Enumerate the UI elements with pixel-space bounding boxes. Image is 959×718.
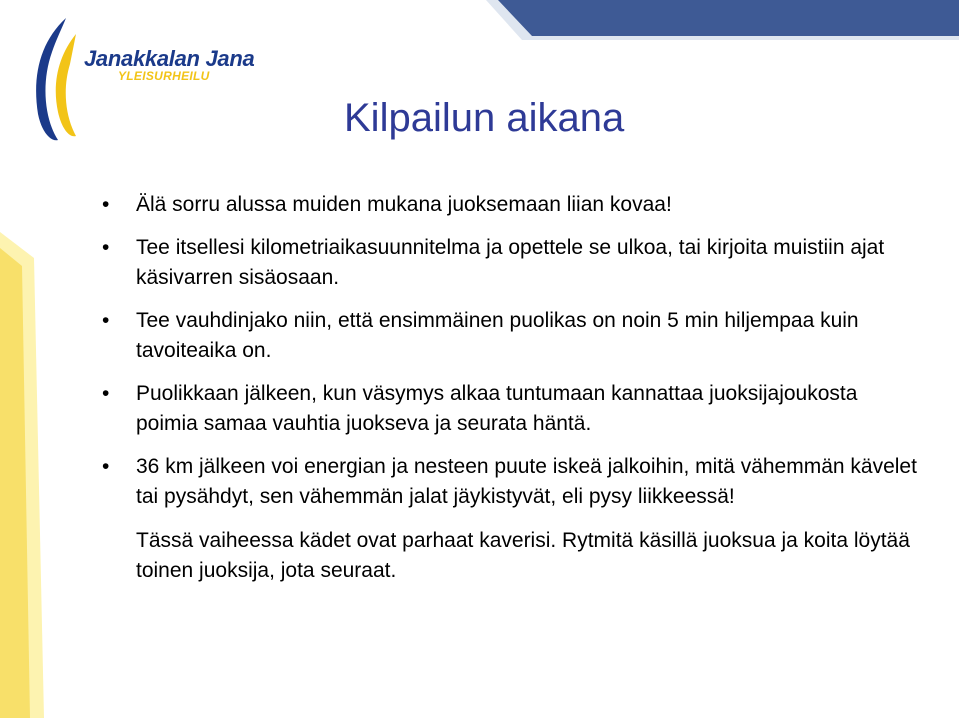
bullet-item: [102, 233, 922, 293]
bullet-dot: •: [102, 455, 110, 478]
bullet-dot: •: [102, 382, 110, 405]
bullet-item: [102, 306, 922, 366]
bullet-text: Älä sorru alussa muiden mukana juoksemaan liian kovaa!: [136, 193, 672, 216]
slide-title: Kilpailun aikana: [344, 96, 625, 140]
bullet-dot: •: [102, 193, 110, 216]
bullet-item: [102, 379, 922, 439]
bullet-dot: •: [102, 236, 110, 259]
bullet-text: Tee itsellesi kilometriaikasuunnitelma ja opettele se ulkoa, tai kirjoita muistiin ajat käsivarren sisäosaan.: [136, 236, 885, 289]
bullet-text: Puolikkaan jälkeen, kun väsymys alkaa tuntumaan kannattaa juoksijajoukosta poimia samaa vauhtia juokseva ja seurata häntä.: [136, 382, 858, 435]
bullet-dot: •: [102, 309, 110, 332]
closing-paragraph: Tässä vaiheessa kädet ovat parhaat kaverisi. Rytmitä käsillä juoksua ja koita löytää toinen juoksija, jota seuraat.: [136, 529, 910, 582]
bullet-item: [102, 190, 922, 220]
logo-subtitle: YLEISURHEILU: [118, 69, 210, 83]
logo-name: Janakkalan Jana: [84, 46, 255, 71]
bullet-item: [102, 452, 922, 512]
slide-content: [102, 190, 922, 586]
bullet-text: Tee vauhdinjako niin, että ensimmäinen puolikas on noin 5 min hiljempaa kuin tavoiteaika on.: [136, 309, 859, 362]
bullet-text: 36 km jälkeen voi energian ja nesteen puute iskeä jalkoihin, mitä vähemmän kävelet tai pysähdyt, sen vähemmän jalat jäykistyvät, eli pysy liikkeessä!: [136, 455, 917, 508]
decorative-stripes-top: [480, 0, 959, 40]
logo-mark-icon: [22, 14, 92, 144]
logo: [22, 14, 262, 144]
decorative-bar-left: [0, 232, 44, 718]
